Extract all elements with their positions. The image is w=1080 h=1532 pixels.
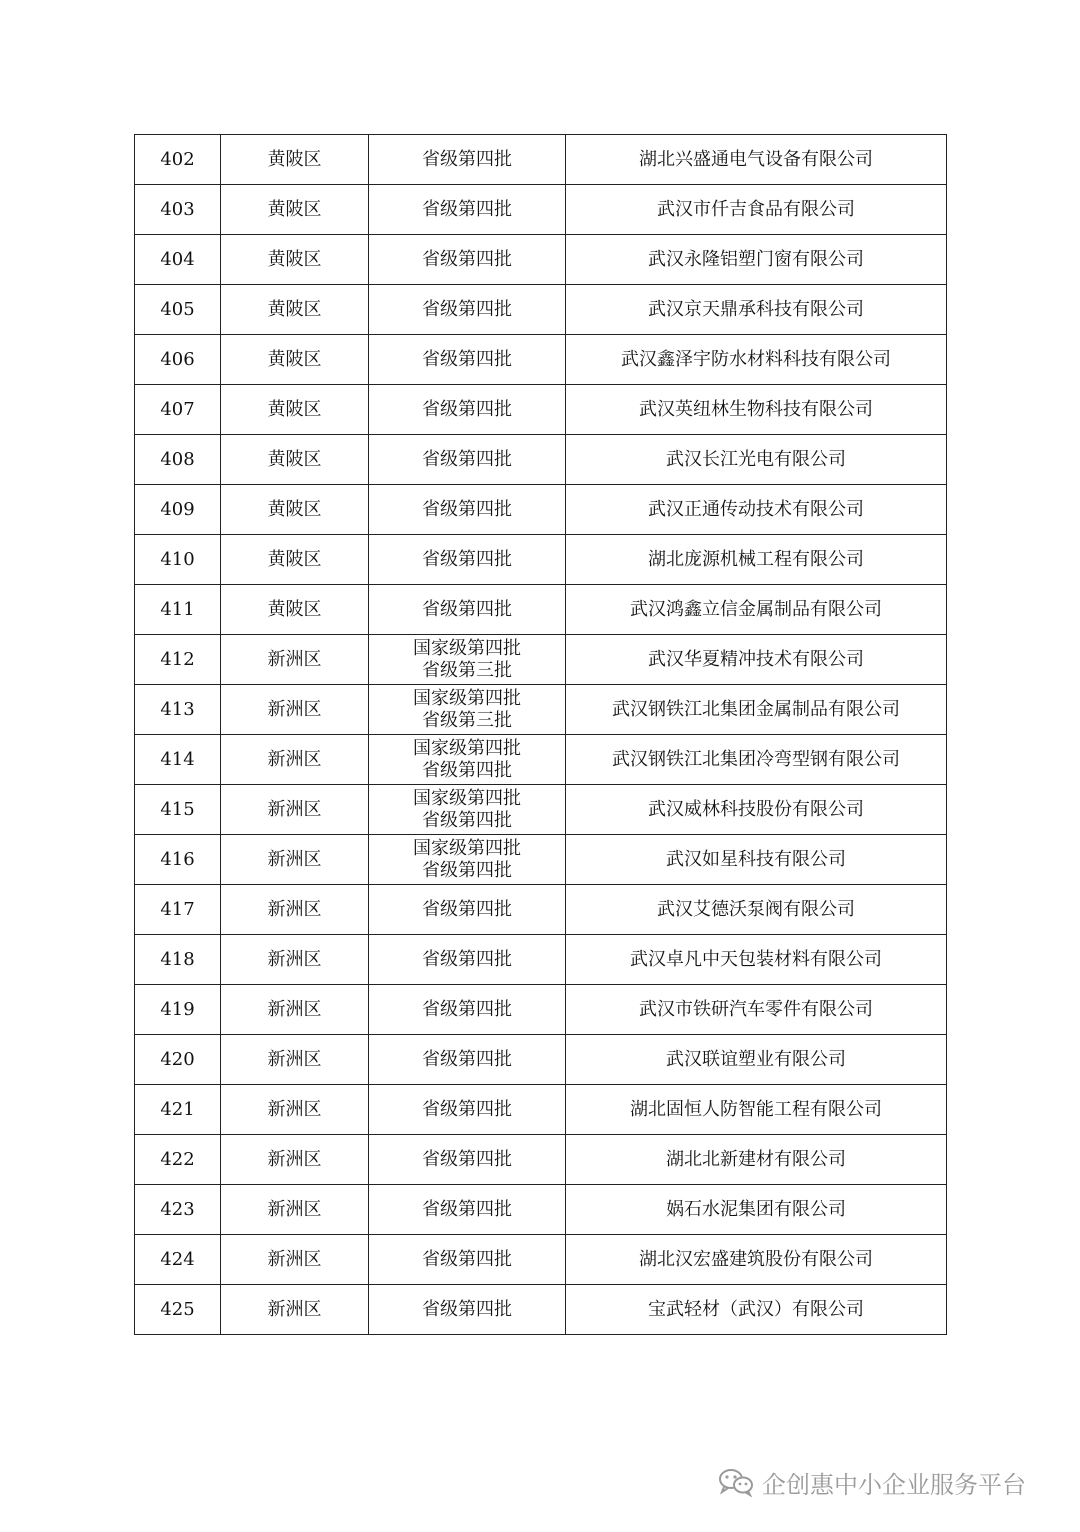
table-row: [135, 1185, 947, 1235]
cell-batch: [369, 785, 566, 835]
cell-number: 404: [135, 235, 221, 285]
cell-batch: [369, 1085, 566, 1135]
cell-district: 新洲区: [221, 985, 369, 1035]
cell-batch: [369, 635, 566, 685]
cell-company: 湖北北新建材有限公司: [566, 1135, 947, 1185]
cell-district: 新洲区: [221, 735, 369, 785]
cell-number: 415: [135, 785, 221, 835]
table-row: [135, 235, 947, 285]
cell-district: 新洲区: [221, 685, 369, 735]
batch-line: 省级第四批: [422, 998, 512, 1020]
batch-line: 省级第四批: [422, 348, 512, 370]
cell-number: 406: [135, 335, 221, 385]
batch-line: 省级第四批: [422, 1098, 512, 1120]
cell-batch: [369, 1135, 566, 1185]
table-row: [135, 435, 947, 485]
batch-line: 省级第四批: [422, 859, 512, 881]
cell-district: 黄陂区: [221, 185, 369, 235]
watermark: [718, 1462, 1026, 1502]
table-row: [135, 685, 947, 735]
cell-number: 413: [135, 685, 221, 735]
cell-district: 新洲区: [221, 835, 369, 885]
batch-line: 国家级第四批: [413, 687, 521, 709]
table-row: [135, 885, 947, 935]
wechat-icon: [718, 1467, 754, 1497]
table-row: [135, 1035, 947, 1085]
batch-line: 国家级第四批: [413, 737, 521, 759]
cell-district: 黄陂区: [221, 285, 369, 335]
cell-district: 新洲区: [221, 1035, 369, 1085]
cell-number: 423: [135, 1185, 221, 1235]
cell-number: 422: [135, 1135, 221, 1185]
table-row: [135, 285, 947, 335]
cell-number: 414: [135, 735, 221, 785]
cell-company: 湖北庞源机械工程有限公司: [566, 535, 947, 585]
cell-district: 黄陂区: [221, 135, 369, 185]
cell-company: 武汉钢铁江北集团冷弯型钢有限公司: [566, 735, 947, 785]
cell-company: 武汉长江光电有限公司: [566, 435, 947, 485]
cell-district: 黄陂区: [221, 385, 369, 435]
cell-batch: [369, 1235, 566, 1285]
cell-number: 412: [135, 635, 221, 685]
batch-line: 省级第四批: [422, 298, 512, 320]
cell-number: 410: [135, 535, 221, 585]
cell-district: 新洲区: [221, 785, 369, 835]
cell-company: 武汉市铁研汽车零件有限公司: [566, 985, 947, 1035]
table-row: [135, 1085, 947, 1135]
batch-line: 省级第四批: [422, 1248, 512, 1270]
cell-district: 新洲区: [221, 1185, 369, 1235]
cell-batch: [369, 1185, 566, 1235]
batch-line: 省级第四批: [422, 498, 512, 520]
cell-district: 新洲区: [221, 1085, 369, 1135]
cell-batch: [369, 885, 566, 935]
table-row: [135, 835, 947, 885]
batch-line: 省级第四批: [422, 198, 512, 220]
cell-batch: [369, 1285, 566, 1335]
table-row: [135, 585, 947, 635]
table-row: [135, 785, 947, 835]
table-row: [135, 1135, 947, 1185]
cell-district: 黄陂区: [221, 585, 369, 635]
cell-batch: [369, 385, 566, 435]
batch-line: 省级第四批: [422, 148, 512, 170]
cell-batch: [369, 985, 566, 1035]
cell-district: 新洲区: [221, 1235, 369, 1285]
cell-batch: [369, 335, 566, 385]
cell-company: 武汉卓凡中天包装材料有限公司: [566, 935, 947, 985]
cell-number: 416: [135, 835, 221, 885]
cell-number: 421: [135, 1085, 221, 1135]
cell-district: 新洲区: [221, 935, 369, 985]
cell-company: 湖北兴盛通电气设备有限公司: [566, 135, 947, 185]
cell-company: 武汉艾德沃泵阀有限公司: [566, 885, 947, 935]
cell-district: 黄陂区: [221, 435, 369, 485]
cell-district: 黄陂区: [221, 485, 369, 535]
batch-line: 省级第三批: [422, 709, 512, 731]
batch-line: 国家级第四批: [413, 787, 521, 809]
company-table: [134, 134, 947, 1335]
cell-district: 新洲区: [221, 885, 369, 935]
batch-line: 国家级第四批: [413, 637, 521, 659]
cell-batch: [369, 835, 566, 885]
cell-company: 武汉英纽林生物科技有限公司: [566, 385, 947, 435]
batch-line: 省级第四批: [422, 448, 512, 470]
cell-batch: [369, 435, 566, 485]
batch-line: 省级第三批: [422, 659, 512, 681]
cell-number: 402: [135, 135, 221, 185]
cell-company: 宝武轻材（武汉）有限公司: [566, 1285, 947, 1335]
cell-company: 湖北汉宏盛建筑股份有限公司: [566, 1235, 947, 1285]
table-row: [135, 335, 947, 385]
cell-district: 黄陂区: [221, 235, 369, 285]
table-body: [135, 135, 947, 1335]
batch-line: 省级第四批: [422, 1198, 512, 1220]
table-row: [135, 1235, 947, 1285]
table-row: [135, 185, 947, 235]
cell-company: 武汉钢铁江北集团金属制品有限公司: [566, 685, 947, 735]
batch-line: 省级第四批: [422, 598, 512, 620]
cell-batch: [369, 135, 566, 185]
batch-line: 国家级第四批: [413, 837, 521, 859]
cell-company: 武汉威林科技股份有限公司: [566, 785, 947, 835]
cell-batch: [369, 585, 566, 635]
cell-company: 武汉联谊塑业有限公司: [566, 1035, 947, 1085]
cell-company: 湖北固恒人防智能工程有限公司: [566, 1085, 947, 1135]
batch-line: 省级第四批: [422, 1048, 512, 1070]
cell-batch: [369, 485, 566, 535]
cell-batch: [369, 185, 566, 235]
table-row: [135, 135, 947, 185]
batch-line: 省级第四批: [422, 398, 512, 420]
batch-line: 省级第四批: [422, 248, 512, 270]
table-row: [135, 985, 947, 1035]
cell-district: 新洲区: [221, 1285, 369, 1335]
cell-number: 408: [135, 435, 221, 485]
cell-district: 新洲区: [221, 1135, 369, 1185]
cell-number: 420: [135, 1035, 221, 1085]
table-row: [135, 635, 947, 685]
cell-number: 424: [135, 1235, 221, 1285]
cell-company: 武汉如星科技有限公司: [566, 835, 947, 885]
cell-batch: [369, 285, 566, 335]
cell-number: 409: [135, 485, 221, 535]
cell-batch: [369, 735, 566, 785]
batch-line: 省级第四批: [422, 809, 512, 831]
cell-number: 425: [135, 1285, 221, 1335]
cell-number: 411: [135, 585, 221, 635]
cell-number: 407: [135, 385, 221, 435]
cell-district: 新洲区: [221, 635, 369, 685]
cell-company: 武汉正通传动技术有限公司: [566, 485, 947, 535]
cell-batch: [369, 935, 566, 985]
cell-company: 武汉市仟吉食品有限公司: [566, 185, 947, 235]
company-list-sheet: [134, 134, 946, 1335]
cell-district: 黄陂区: [221, 535, 369, 585]
batch-line: 省级第四批: [422, 1148, 512, 1170]
cell-company: 武汉京天鼎承科技有限公司: [566, 285, 947, 335]
cell-batch: [369, 535, 566, 585]
batch-line: 省级第四批: [422, 548, 512, 570]
cell-batch: [369, 235, 566, 285]
batch-line: 省级第四批: [422, 898, 512, 920]
cell-number: 403: [135, 185, 221, 235]
cell-number: 405: [135, 285, 221, 335]
cell-batch: [369, 1035, 566, 1085]
batch-line: 省级第四批: [422, 1298, 512, 1320]
cell-company: 武汉鸿鑫立信金属制品有限公司: [566, 585, 947, 635]
cell-company: 武汉鑫泽宇防水材料科技有限公司: [566, 335, 947, 385]
batch-line: 省级第四批: [422, 948, 512, 970]
batch-line: 省级第四批: [422, 759, 512, 781]
cell-number: 417: [135, 885, 221, 935]
table-row: [135, 935, 947, 985]
watermark-text: 企创惠中小企业服务平台: [762, 1470, 1026, 1499]
cell-company: 武汉华夏精冲技术有限公司: [566, 635, 947, 685]
cell-district: 黄陂区: [221, 335, 369, 385]
cell-company: 娲石水泥集团有限公司: [566, 1185, 947, 1235]
table-row: [135, 385, 947, 435]
cell-number: 419: [135, 985, 221, 1035]
cell-number: 418: [135, 935, 221, 985]
cell-company: 武汉永隆铝塑门窗有限公司: [566, 235, 947, 285]
table-row: [135, 535, 947, 585]
table-row: [135, 485, 947, 535]
table-row: [135, 735, 947, 785]
cell-batch: [369, 685, 566, 735]
table-row: [135, 1285, 947, 1335]
